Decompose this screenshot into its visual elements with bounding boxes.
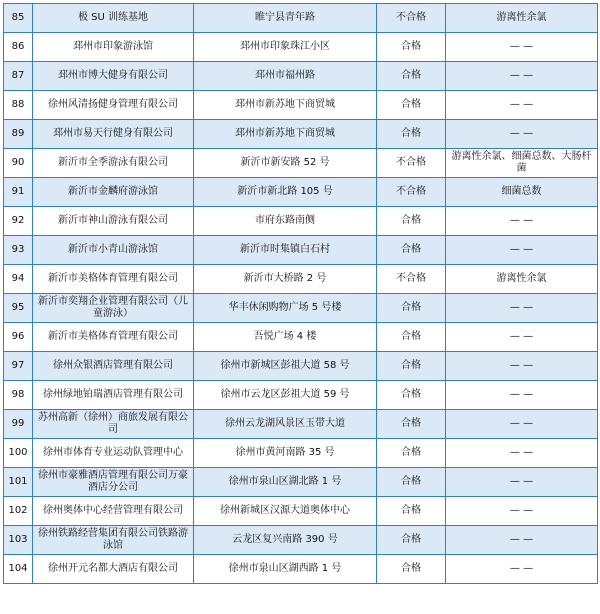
result-cell: 合格 bbox=[377, 120, 446, 149]
address-cell: 徐州市黄河南路 35 号 bbox=[194, 439, 377, 468]
address-cell: 邳州市印象珠江小区 bbox=[194, 33, 377, 62]
result-cell: 合格 bbox=[377, 207, 446, 236]
result-cell: 合格 bbox=[377, 323, 446, 352]
failed-items-cell: — — bbox=[446, 410, 598, 439]
row-number-cell: 94 bbox=[4, 265, 33, 294]
venue-name-cell: 新沂市金麟府游泳馆 bbox=[33, 178, 194, 207]
table-row bbox=[4, 323, 598, 352]
table-row bbox=[4, 526, 598, 555]
result-cell: 合格 bbox=[377, 439, 446, 468]
venue-name-cell: 新沂市美格体育管理有限公司 bbox=[33, 265, 194, 294]
result-cell: 合格 bbox=[377, 497, 446, 526]
row-number-cell: 89 bbox=[4, 120, 33, 149]
result-cell: 合格 bbox=[377, 91, 446, 120]
result-cell: 不合格 bbox=[377, 4, 446, 33]
row-number-cell: 90 bbox=[4, 149, 33, 178]
table-row bbox=[4, 236, 598, 265]
address-cell: 新沂市新安路 52 号 bbox=[194, 149, 377, 178]
table-row bbox=[4, 352, 598, 381]
address-cell: 邳州市新苏地下商贸城 bbox=[194, 120, 377, 149]
address-cell: 华丰休闲购物广场 5 号楼 bbox=[194, 294, 377, 323]
address-cell: 新沂市大桥路 2 号 bbox=[194, 265, 377, 294]
result-cell: 合格 bbox=[377, 352, 446, 381]
address-cell: 邳州市福州路 bbox=[194, 62, 377, 91]
venue-name-cell: 新沂市奕翔企业管理有限公司（儿童游泳） bbox=[33, 294, 194, 323]
venue-name-cell: 邳州市易天行健身有限公司 bbox=[33, 120, 194, 149]
row-number-cell: 103 bbox=[4, 526, 33, 555]
failed-items-cell: 游离性余氯、细菌总数、大肠杆菌 bbox=[446, 149, 598, 178]
row-number-cell: 101 bbox=[4, 468, 33, 497]
failed-items-cell: — — bbox=[446, 526, 598, 555]
failed-items-cell: — — bbox=[446, 236, 598, 265]
row-number-cell: 86 bbox=[4, 33, 33, 62]
result-cell: 不合格 bbox=[377, 265, 446, 294]
row-number-cell: 102 bbox=[4, 497, 33, 526]
address-cell: 吾悦广场 4 楼 bbox=[194, 323, 377, 352]
result-cell: 合格 bbox=[377, 468, 446, 497]
failed-items-cell: 游离性余氯 bbox=[446, 4, 598, 33]
venue-name-cell: 新沂市神山游泳有限公司 bbox=[33, 207, 194, 236]
table-row bbox=[4, 91, 598, 120]
result-cell: 合格 bbox=[377, 294, 446, 323]
row-number-cell: 98 bbox=[4, 381, 33, 410]
venue-name-cell: 徐州市豪雅酒店管理有限公司万豪酒店分公司 bbox=[33, 468, 194, 497]
failed-items-cell: — — bbox=[446, 91, 598, 120]
result-cell: 合格 bbox=[377, 410, 446, 439]
result-cell: 合格 bbox=[377, 526, 446, 555]
table-row bbox=[4, 410, 598, 439]
venue-name-cell: 徐州奥体中心经营管理有限公司 bbox=[33, 497, 194, 526]
row-number-cell: 95 bbox=[4, 294, 33, 323]
venue-name-cell: 徐州铁路经营集团有限公司铁路游泳馆 bbox=[33, 526, 194, 555]
address-cell: 睢宁县青年路 bbox=[194, 4, 377, 33]
inspection-results-table bbox=[3, 3, 598, 584]
failed-items-cell: — — bbox=[446, 323, 598, 352]
failed-items-cell: — — bbox=[446, 555, 598, 584]
failed-items-cell: — — bbox=[446, 33, 598, 62]
venue-name-cell: 徐州绿地铂瑞酒店管理有限公司 bbox=[33, 381, 194, 410]
venue-name-cell: 徐州风清扬健身管理有限公司 bbox=[33, 91, 194, 120]
result-cell: 合格 bbox=[377, 381, 446, 410]
failed-items-cell: — — bbox=[446, 439, 598, 468]
venue-name-cell: 新沂市全季游泳有限公司 bbox=[33, 149, 194, 178]
table-row bbox=[4, 468, 598, 497]
failed-items-cell: — — bbox=[446, 381, 598, 410]
address-cell: 徐州市泉山区湖北路 1 号 bbox=[194, 468, 377, 497]
result-cell: 合格 bbox=[377, 62, 446, 91]
address-cell: 徐州市泉山区湖西路 1 号 bbox=[194, 555, 377, 584]
venue-name-cell: 新沂市美格体育管理有限公司 bbox=[33, 323, 194, 352]
venue-name-cell: 徐州市体育专业运动队管理中心 bbox=[33, 439, 194, 468]
row-number-cell: 92 bbox=[4, 207, 33, 236]
row-number-cell: 85 bbox=[4, 4, 33, 33]
table-row bbox=[4, 149, 598, 178]
table-row bbox=[4, 497, 598, 526]
address-cell: 徐州市云龙区彭祖大道 59 号 bbox=[194, 381, 377, 410]
address-cell: 徐州新城区汉源大道奥体中心 bbox=[194, 497, 377, 526]
table-row bbox=[4, 294, 598, 323]
address-cell: 云龙区复兴南路 390 号 bbox=[194, 526, 377, 555]
row-number-cell: 87 bbox=[4, 62, 33, 91]
failed-items-cell: — — bbox=[446, 497, 598, 526]
row-number-cell: 88 bbox=[4, 91, 33, 120]
address-cell: 新沂市新北路 105 号 bbox=[194, 178, 377, 207]
table-row bbox=[4, 178, 598, 207]
venue-name-cell: 新沂市小青山游泳馆 bbox=[33, 236, 194, 265]
result-cell: 合格 bbox=[377, 236, 446, 265]
address-cell: 市府东路南侧 bbox=[194, 207, 377, 236]
table-row bbox=[4, 4, 598, 33]
address-cell: 徐州云龙湖风景区玉带大道 bbox=[194, 410, 377, 439]
venue-name-cell: 邳州市印象游泳馆 bbox=[33, 33, 194, 62]
table-row bbox=[4, 120, 598, 149]
address-cell: 徐州市新城区彭祖大道 58 号 bbox=[194, 352, 377, 381]
address-cell: 新沂市时集镇白石村 bbox=[194, 236, 377, 265]
venue-name-cell: 极 SU 训练基地 bbox=[33, 4, 194, 33]
table-body bbox=[4, 4, 598, 584]
table-row bbox=[4, 265, 598, 294]
result-cell: 不合格 bbox=[377, 178, 446, 207]
result-cell: 合格 bbox=[377, 555, 446, 584]
venue-name-cell: 徐州开元名都大酒店有限公司 bbox=[33, 555, 194, 584]
venue-name-cell: 徐州众银酒店管理有限公司 bbox=[33, 352, 194, 381]
failed-items-cell: 游离性余氯 bbox=[446, 265, 598, 294]
failed-items-cell: — — bbox=[446, 62, 598, 91]
row-number-cell: 99 bbox=[4, 410, 33, 439]
failed-items-cell: — — bbox=[446, 294, 598, 323]
failed-items-cell: — — bbox=[446, 468, 598, 497]
table-row bbox=[4, 439, 598, 468]
row-number-cell: 93 bbox=[4, 236, 33, 265]
row-number-cell: 96 bbox=[4, 323, 33, 352]
failed-items-cell: 细菌总数 bbox=[446, 178, 598, 207]
failed-items-cell: — — bbox=[446, 352, 598, 381]
row-number-cell: 104 bbox=[4, 555, 33, 584]
row-number-cell: 91 bbox=[4, 178, 33, 207]
address-cell: 邳州市新苏地下商贸城 bbox=[194, 91, 377, 120]
table-row bbox=[4, 33, 598, 62]
table-row bbox=[4, 62, 598, 91]
row-number-cell: 97 bbox=[4, 352, 33, 381]
venue-name-cell: 邳州市博大健身有限公司 bbox=[33, 62, 194, 91]
row-number-cell: 100 bbox=[4, 439, 33, 468]
table-row bbox=[4, 207, 598, 236]
venue-name-cell: 苏州高新（徐州）商旅发展有限公司 bbox=[33, 410, 194, 439]
table-row bbox=[4, 555, 598, 584]
failed-items-cell: — — bbox=[446, 207, 598, 236]
result-cell: 合格 bbox=[377, 33, 446, 62]
failed-items-cell: — — bbox=[446, 120, 598, 149]
table-row bbox=[4, 381, 598, 410]
result-cell: 不合格 bbox=[377, 149, 446, 178]
